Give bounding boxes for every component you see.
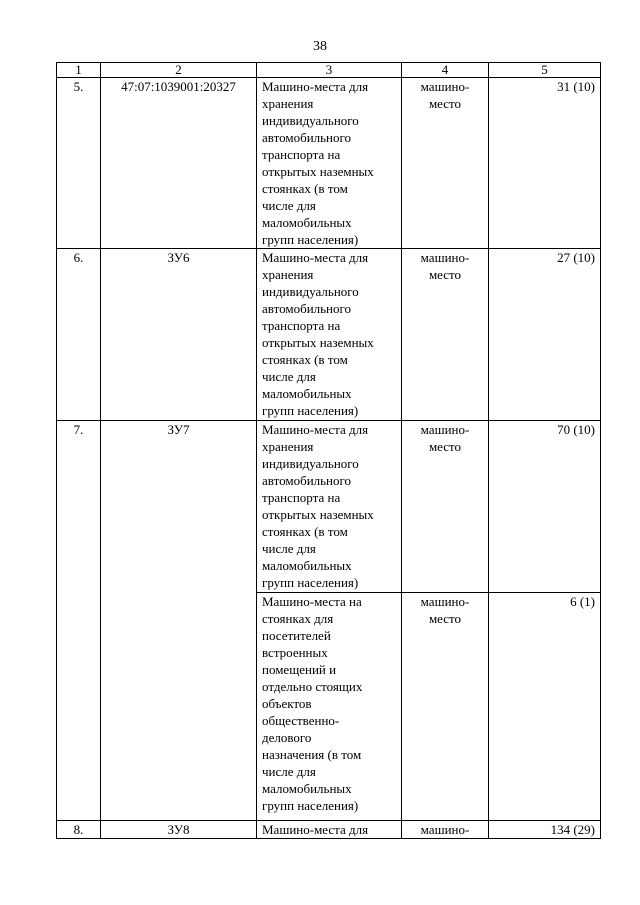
description-line: транспорта на [262,147,341,162]
unit [402,249,489,421]
description [257,593,402,821]
unit-line: машино- [420,79,470,94]
description [257,78,402,249]
description-line: хранения [262,96,314,111]
description-line: автомобильного [262,301,352,316]
description-line: автомобильного [262,130,352,145]
column-number: 4 [402,63,489,78]
description-line: посетителей [262,628,331,643]
description-line: общественно- [262,713,340,728]
description-line: транспорта на [262,318,341,333]
description-line: открытых наземных [262,507,374,522]
table-row [57,421,601,593]
description-line: отдельно стоящих [262,679,363,694]
description-line: числе для [262,541,316,556]
row-number: 5. [57,78,101,249]
description-line: встроенных [262,645,328,660]
column-number: 3 [257,63,402,78]
table-row [57,78,601,249]
description-line: делового [262,730,312,745]
plot-id: ЗУ8 [101,821,257,839]
description-line: групп населения) [262,403,359,418]
unit-line: место [428,611,462,626]
description-line: индивидуального [262,456,359,471]
table-row [57,821,601,839]
description-line: групп населения) [262,798,359,813]
column-number: 5 [489,63,601,78]
unit-line: машино- [420,822,470,837]
description-line: стоянках (в том [262,181,348,196]
quantity: 6 (1) [489,593,601,821]
plot-id: ЗУ7 [101,421,257,821]
description-line: открытых наземных [262,335,374,350]
unit-line: машино- [420,250,470,265]
description-line: Машино-места для [262,79,369,94]
description-line: хранения [262,439,314,454]
unit [402,593,489,821]
description-line: групп населения) [262,232,359,247]
description-line: назначения (в том [262,747,362,762]
cadastral-number: 47:07:1039001:20327 [101,78,257,249]
column-number: 1 [57,63,101,78]
parking-table [56,62,601,839]
description [257,249,402,421]
quantity: 70 (10) [489,421,601,593]
description-line: индивидуального [262,113,359,128]
description-line: Машино-места для [262,250,369,265]
quantity: 31 (10) [489,78,601,249]
description-line: маломобильных [262,781,352,796]
description-line: стоянках (в том [262,524,348,539]
description-line: хранения [262,267,314,282]
quantity: 27 (10) [489,249,601,421]
description-line: автомобильного [262,473,352,488]
unit-line: место [428,96,462,111]
page-number: 38 [313,39,327,54]
table-row [57,249,601,421]
unit-line: машино- [420,422,470,437]
description-line: Машино-места для [262,422,369,437]
description-line: числе для [262,764,316,779]
description [257,821,402,839]
quantity: 134 (29) [489,821,601,839]
description-line: Машино-места на [262,594,362,609]
unit-line: место [428,267,462,282]
description-line: объектов [262,696,312,711]
description-line: групп населения) [262,575,359,590]
description-line: маломобильных [262,558,352,573]
unit-line: машино- [420,594,470,609]
row-number: 6. [57,249,101,421]
description-line: открытых наземных [262,164,374,179]
description-line: помещений и [262,662,337,677]
description-line: Машино-места для [262,822,369,837]
column-number-row [57,63,601,78]
description-line: транспорта на [262,490,341,505]
description-line: маломобильных [262,386,352,401]
unit [402,821,489,839]
row-number: 8. [57,821,101,839]
description-line: числе для [262,198,316,213]
description-line: стоянках для [262,611,334,626]
description-line: стоянках (в том [262,352,348,367]
plot-id: ЗУ6 [101,249,257,421]
unit [402,78,489,249]
description-line: индивидуального [262,284,359,299]
description-line: числе для [262,369,316,384]
unit [402,421,489,593]
description [257,421,402,593]
column-number: 2 [101,63,257,78]
description-line: маломобильных [262,215,352,230]
row-number: 7. [57,421,101,821]
unit-line: место [428,439,462,454]
